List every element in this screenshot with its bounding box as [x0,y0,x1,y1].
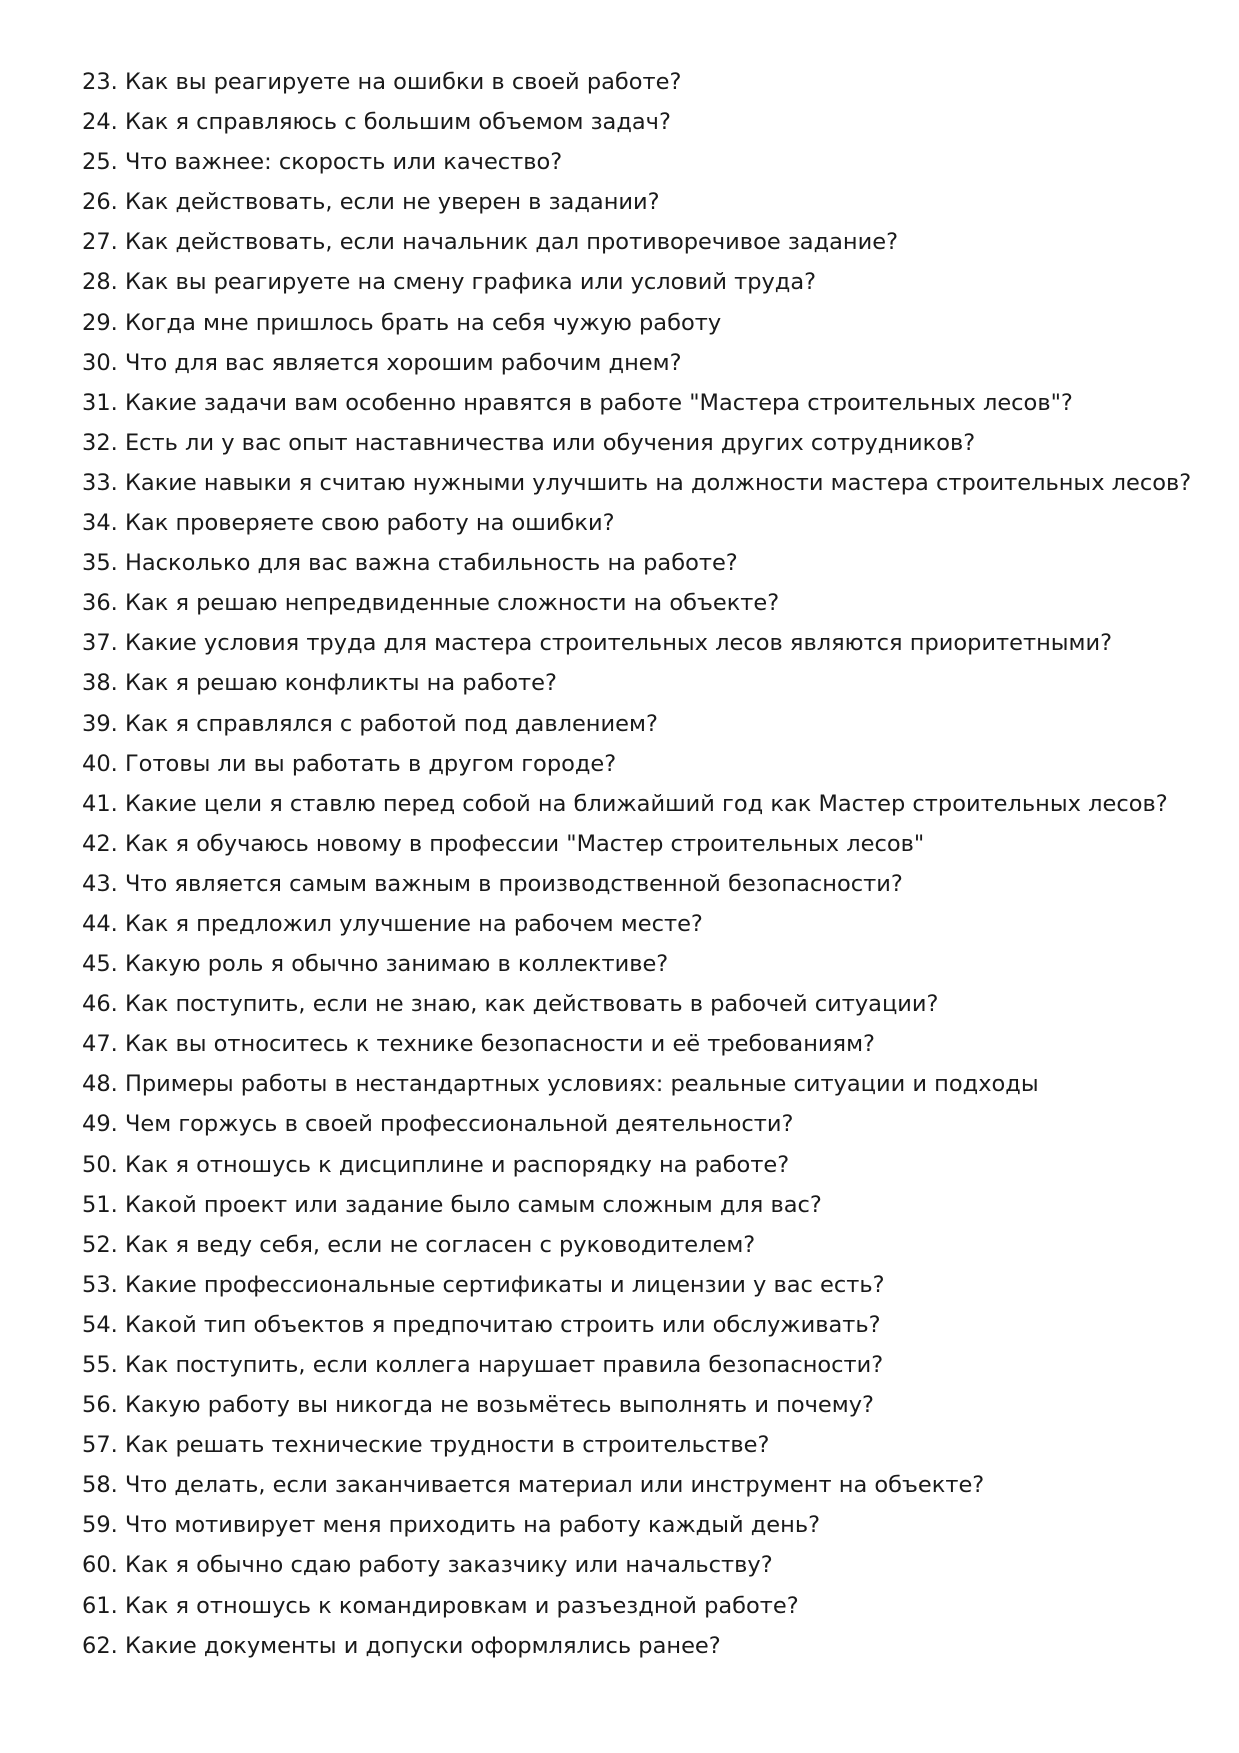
question-number: 26. [82,189,118,216]
question-text: Какие условия труда для мастера строительных лесов являются приоритетными? [124,630,1113,657]
question-number: 25. [82,149,118,176]
question-item [82,463,1202,503]
question-text: Какую работу вы никогда не возьмётесь выполнять и почему? [124,1392,874,1419]
question-item [82,182,1202,222]
question-text: Какие документы и допуски оформлялись ранее? [124,1632,721,1659]
question-item [82,784,1202,824]
question-item [82,1505,1202,1545]
question-item [82,262,1202,302]
question-text: Готовы ли вы работать в другом городе? [124,750,617,777]
question-number: 50. [82,1151,118,1178]
question-text: Как вы относитесь к технике безопасности и её требованиям? [124,1031,876,1058]
question-item [82,142,1202,182]
question-number: 57. [82,1432,118,1459]
question-number: 39. [82,710,118,737]
question-text: Примеры работы в нестандартных условиях: реальные ситуации и подходы [124,1071,1039,1098]
question-number: 24. [82,109,118,136]
question-text: Какие профессиональные сертификаты и лицензии у вас есть? [124,1271,885,1298]
question-item [82,423,1202,463]
question-number: 53. [82,1271,118,1298]
question-number: 27. [82,229,118,256]
question-text: Когда мне пришлось брать на себя чужую работу [124,309,722,336]
question-number: 55. [82,1352,118,1378]
question-text: Как действовать, если начальник дал противоречивое задание? [124,229,899,256]
question-text: Как вы реагируете на ошибки в своей работе? [124,69,682,95]
question-item [82,824,1202,864]
question-number: 29. [82,309,118,336]
question-number: 47. [82,1031,118,1058]
question-text: Чем горжусь в своей профессиональной деятельности? [124,1111,794,1138]
question-text: Как вы реагируете на смену графика или условий труда? [124,269,817,296]
question-text: Есть ли у вас опыт наставничества или обучения других сотрудников? [124,429,976,456]
question-item [82,1225,1202,1265]
question-number: 30. [82,349,118,376]
question-item [82,222,1202,262]
question-number: 61. [82,1592,118,1619]
question-number: 58. [82,1472,118,1499]
question-text: Какой тип объектов я предпочитаю строить или обслуживать? [124,1311,881,1338]
question-text: Как поступить, если коллега нарушает правила безопасности? [124,1352,884,1378]
question-text: Какие цели я ставлю перед собой на ближайший год как Мастер строительных лесов? [124,790,1168,817]
question-number: 49. [82,1111,118,1138]
question-item [82,1425,1202,1465]
question-number: 62. [82,1632,118,1659]
question-item [82,1305,1202,1345]
question-number: 44. [82,910,118,937]
question-item [82,944,1202,984]
question-item [82,744,1202,784]
question-item [82,62,1202,102]
question-item [82,984,1202,1024]
question-text: Как я обычно сдаю работу заказчику или начальству? [124,1552,773,1579]
question-item [82,343,1202,383]
question-text: Как я справляюсь с большим объемом задач? [124,109,671,136]
question-item [82,583,1202,623]
question-text: Как проверяете свою работу на ошибки? [124,510,615,537]
question-text: Как действовать, если не уверен в задании? [124,189,660,216]
question-number: 45. [82,951,118,978]
question-text: Что мотивирует меня приходить на работу каждый день? [124,1512,821,1539]
question-text: Как поступить, если не знаю, как действовать в рабочей ситуации? [124,991,939,1018]
question-text: Что является самым важным в производственной безопасности? [124,870,903,897]
question-item [82,1064,1202,1104]
question-text: Какие навыки я считаю нужными улучшить на должности мастера строительных лесов? [124,469,1192,496]
question-item [82,1345,1202,1385]
question-number: 37. [82,630,118,657]
question-item [82,1265,1202,1305]
question-text: Как я предложил улучшение на рабочем месте? [124,910,703,937]
question-number: 40. [82,750,118,777]
question-text: Что важнее: скорость или качество? [124,149,563,176]
question-number: 32. [82,429,118,456]
question-item [82,503,1202,543]
question-text: Как я справлялся с работой под давлением? [124,710,658,737]
question-number: 48. [82,1071,118,1098]
question-item [82,904,1202,944]
question-item [82,704,1202,744]
question-number: 59. [82,1512,118,1539]
question-text: Что для вас является хорошим рабочим днем? [124,349,682,376]
question-item [82,543,1202,583]
question-text: Как я отношусь к дисциплине и распорядку на работе? [124,1151,790,1178]
question-item [82,1145,1202,1185]
question-text: Как я веду себя, если не согласен с руководителем? [124,1231,756,1258]
question-text: Какие задачи вам особенно нравятся в работе "Мастера строительных лесов"? [124,389,1073,416]
question-number: 36. [82,590,118,617]
question-number: 56. [82,1392,118,1419]
question-item [82,1104,1202,1144]
question-number: 52. [82,1231,118,1258]
question-text: Как я отношусь к командировкам и разъездной работе? [124,1592,799,1619]
question-item [82,1385,1202,1425]
question-item [82,1586,1202,1626]
question-text: Что делать, если заканчивается материал или инструмент на объекте? [124,1472,985,1499]
question-number: 23. [82,69,118,95]
question-item [82,623,1202,663]
question-number: 54. [82,1311,118,1338]
question-item [82,303,1202,343]
question-text: Насколько для вас важна стабильность на работе? [124,550,738,577]
question-text: Как решать технические трудности в строительстве? [124,1432,770,1459]
question-number: 42. [82,830,118,857]
question-number: 41. [82,790,118,817]
question-text: Какой проект или задание было самым сложным для вас? [124,1191,822,1218]
question-number: 43. [82,870,118,897]
question-item [82,1545,1202,1585]
question-text: Как я решаю конфликты на работе? [124,670,557,697]
question-item [82,663,1202,703]
question-text: Как я решаю непредвиденные сложности на объекте? [124,590,780,617]
question-number: 60. [82,1552,118,1579]
question-number: 34. [82,510,118,537]
question-number: 28. [82,269,118,296]
question-list [82,62,1202,1666]
question-text: Как я обучаюсь новому в профессии "Мастер строительных лесов" [124,830,925,857]
question-number: 51. [82,1191,118,1218]
question-text: Какую роль я обычно занимаю в коллективе? [124,951,669,978]
question-number: 38. [82,670,118,697]
question-item [82,864,1202,904]
question-number: 35. [82,550,118,577]
question-number: 31. [82,389,118,416]
question-number: 46. [82,991,118,1018]
question-item [82,383,1202,423]
question-item [82,1626,1202,1666]
question-item [82,1465,1202,1505]
question-item [82,1185,1202,1225]
question-number: 33. [82,469,118,496]
question-item [82,102,1202,142]
question-item [82,1024,1202,1064]
